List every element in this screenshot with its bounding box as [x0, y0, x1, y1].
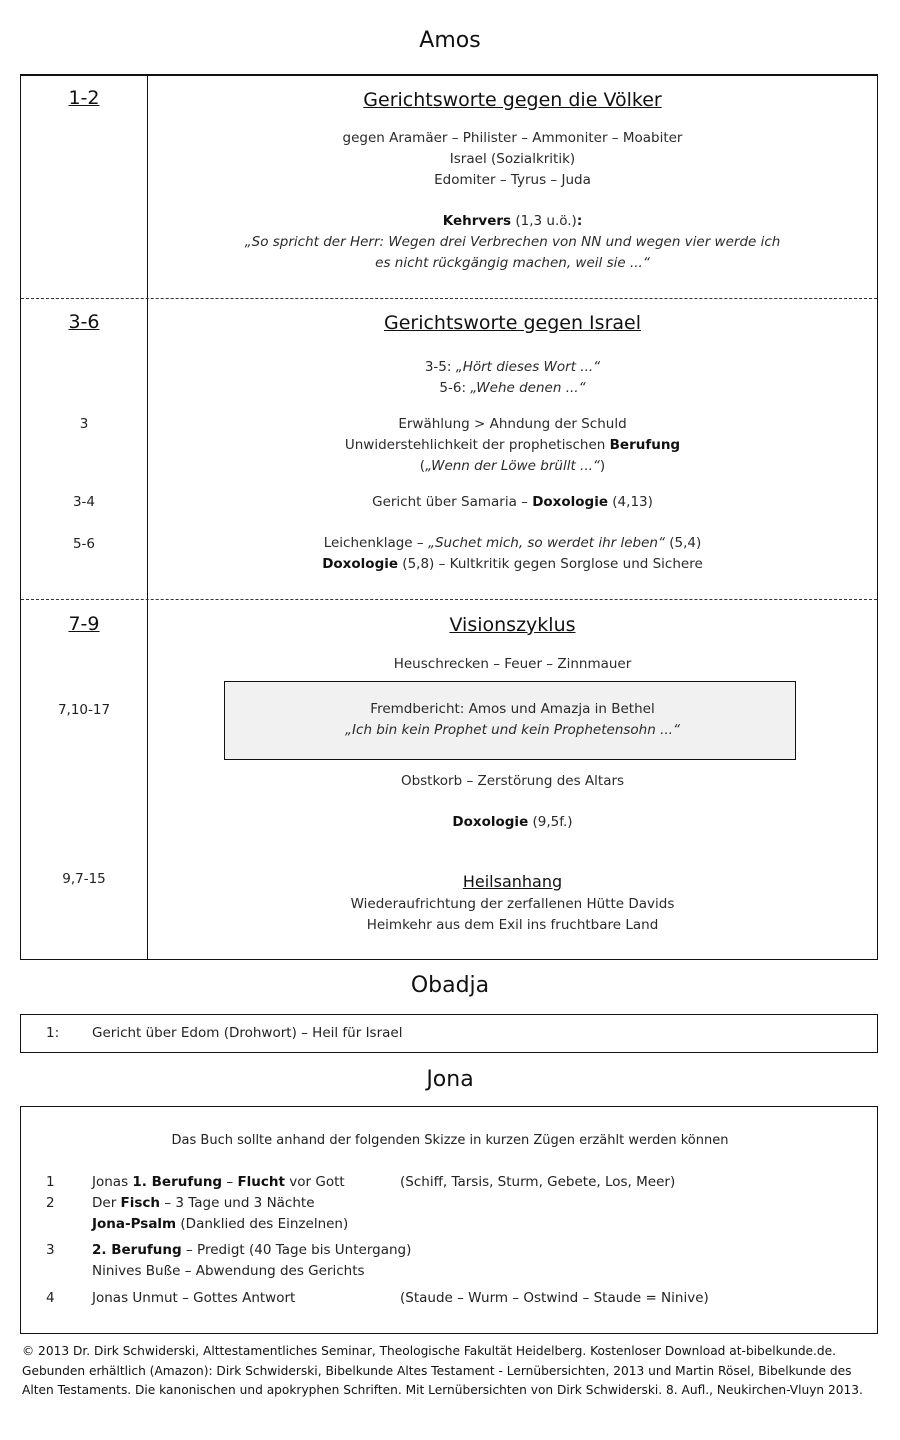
quote: „Wehe denen ...“	[470, 380, 586, 396]
bold-term: 1. Berufung	[132, 1174, 223, 1190]
text-line: (5,8) – Kultkritik gegen Sorglose und Sichere	[398, 556, 703, 572]
list-number: 3	[46, 1242, 55, 1258]
section-heading: Gerichtsworte gegen die Völker	[363, 89, 662, 111]
obadja-text: Gericht über Edom (Drohwort) – Heil für Israel	[92, 1025, 403, 1041]
section-heading: Visionszyklus	[449, 614, 576, 636]
kehrvers-ref: (1,3 u.ö.)	[511, 213, 577, 229]
footer	[22, 1342, 892, 1401]
chapter-ref: 9,7-15	[62, 871, 106, 887]
list-number: 4	[46, 1290, 55, 1306]
bold-term: Doxologie	[322, 556, 399, 572]
list-item: Jonas Unmut – Gottes Antwort	[92, 1290, 296, 1306]
text: Jonas	[92, 1174, 133, 1190]
section-text	[148, 812, 877, 833]
text: (Danklied des Einzelnen)	[176, 1216, 349, 1232]
highlight-text	[148, 699, 877, 741]
text-line: Obstkorb – Zerstörung des Altars	[400, 773, 625, 789]
text-line: Heimkehr aus dem Exil ins fruchtbare Land	[366, 917, 659, 933]
text-line: Gericht über Samaria –	[372, 494, 533, 510]
section-divider	[21, 298, 877, 299]
chapter-ref: 1-2	[68, 87, 100, 109]
footer-line: © 2013 Dr. Dirk Schwiderski, Alttestamentliches Seminar, Theologische Fakultät Heidelberg. Kostenloser Download at-bibelkunde.de.	[22, 1344, 837, 1358]
text-line: Wiederaufrichtung der zerfallenen Hütte Davids	[350, 896, 675, 912]
amos-title: Amos	[419, 28, 481, 53]
chapter-ref: 3-4	[72, 494, 96, 510]
text-suffix: (9,5f.)	[528, 814, 573, 830]
bold-term: Fisch	[120, 1195, 161, 1211]
bold-term: Doxologie	[452, 814, 529, 830]
quote: „Wenn der Löwe brüllt ...“	[425, 458, 600, 474]
subheading: Heilsanhang	[462, 872, 563, 891]
section-text	[148, 128, 877, 191]
list-number: 2	[46, 1195, 55, 1211]
obadja-number: 1:	[46, 1025, 60, 1041]
bold-term: Jona-Psalm	[92, 1216, 177, 1232]
text-line: Edomiter – Tyrus – Juda	[434, 172, 591, 188]
obadja-title: Obadja	[410, 973, 490, 998]
section-divider	[21, 599, 877, 600]
chapter-ref: 7-9	[68, 613, 100, 635]
quote: „Hört dieses Wort ...“	[455, 359, 601, 375]
quote: „Ich bin kein Prophet und kein Prophetensohn ...“	[345, 722, 680, 738]
text-line: Israel (Sozialkritik)	[449, 151, 576, 167]
bold-term: Berufung	[609, 437, 681, 453]
text-prefix: 3-5:	[424, 359, 456, 375]
paren: (	[419, 458, 426, 474]
quote-line: es nicht rückgängig machen, weil sie ...“	[375, 255, 650, 271]
list-item	[92, 1240, 411, 1261]
text-line: Erwählung > Ahndung der Schuld	[398, 416, 627, 432]
text-prefix: 5-6:	[439, 380, 471, 396]
kehrvers	[148, 211, 877, 274]
text-suffix: (5,4)	[664, 535, 702, 551]
list-item: Ninives Buße – Abwendung des Gerichts	[92, 1263, 365, 1279]
bold-term: Doxologie	[532, 494, 608, 510]
text: –	[222, 1174, 238, 1190]
quote-line: „So spricht der Herr: Wegen drei Verbrechen von NN und wegen vier werde ich	[244, 234, 781, 250]
footer-line: Alten Testaments. Die kanonischen und apokryphen Schriften. Mit Lernübersichten von Dirk Schwiderski. 8. Aufl., Neukirchen-Vluyn 2013.	[22, 1383, 863, 1397]
quote: „Suchet mich, so werdet ihr leben“	[427, 535, 665, 551]
text-suffix: (4,13)	[608, 494, 653, 510]
text: vor Gott	[284, 1174, 345, 1190]
section-text	[148, 492, 877, 513]
chapter-ref: 3	[79, 416, 89, 432]
kehrvers-colon: :	[576, 213, 583, 229]
footer-line: Gebunden erhältlich (Amazon): Dirk Schwiderski, Bibelkunde Altes Testament - Lernübersichten, 2013 und Martin Rösel, Bibelkunde des	[22, 1363, 852, 1378]
list-item	[92, 1193, 315, 1214]
list-side-note: (Staude – Wurm – Ostwind – Staude = Ninive)	[400, 1290, 709, 1306]
section-text	[148, 533, 877, 575]
paren: )	[599, 458, 606, 474]
list-side-note: (Schiff, Tarsis, Sturm, Gebete, Los, Meer)	[400, 1174, 676, 1190]
text-line: Fremdbericht: Amos und Amazja in Bethel	[370, 701, 655, 717]
text: – Predigt (40 Tage bis Untergang)	[181, 1242, 412, 1258]
section-heading: Gerichtsworte gegen Israel	[383, 312, 641, 334]
section-text	[148, 414, 877, 477]
text-line: Unwiderstehlichkeit der prophetischen	[344, 437, 610, 453]
section-text	[148, 357, 877, 399]
text: Der	[92, 1195, 121, 1211]
list-number: 1	[46, 1174, 55, 1190]
text-line: Leichenklage –	[323, 535, 428, 551]
text: – 3 Tage und 3 Nächte	[160, 1195, 315, 1211]
chapter-ref: 3-6	[68, 311, 100, 333]
chapter-ref: 7,10-17	[57, 702, 111, 718]
list-item	[92, 1214, 348, 1235]
text-line: gegen Aramäer – Philister – Ammoniter – Moabiter	[342, 130, 683, 146]
jona-title: Jona	[426, 1067, 474, 1092]
list-item	[92, 1172, 345, 1193]
bold-term: Flucht	[237, 1174, 285, 1190]
kehrvers-label: Kehrvers	[442, 213, 512, 229]
bold-term: 2. Berufung	[92, 1242, 182, 1258]
chapter-ref: 5-6	[72, 536, 96, 552]
jona-intro: Das Buch sollte anhand der folgenden Skizze in kurzen Zügen erzählt werden können	[171, 1133, 729, 1148]
section-text	[148, 894, 877, 936]
text-line: Heuschrecken – Feuer – Zinnmauer	[393, 656, 632, 672]
